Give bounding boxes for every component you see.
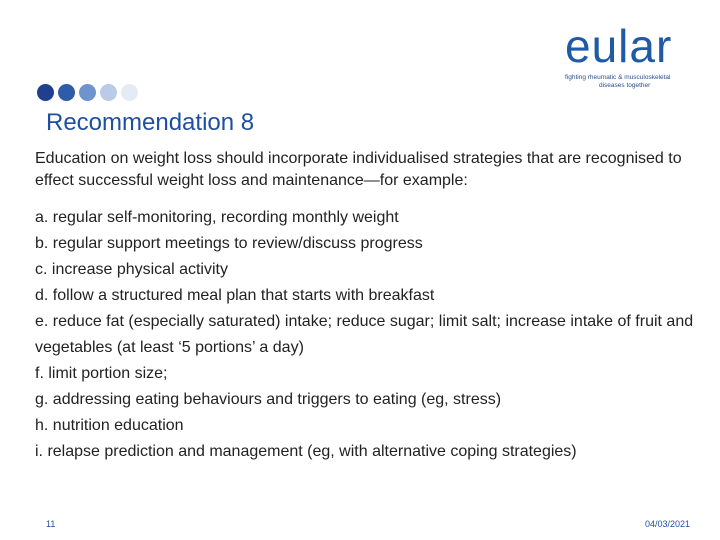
strategy-list xyxy=(35,205,695,465)
eular-logo xyxy=(565,22,695,90)
list-item: c. increase physical activity xyxy=(35,261,228,278)
dot-5 xyxy=(121,84,138,101)
slide-title: Recommendation 8 xyxy=(46,109,255,136)
page-number: 11 xyxy=(46,519,56,529)
logo-tagline-line-1: fighting rheumatic & musculoskeletal xyxy=(565,74,671,81)
intro-paragraph: Education on weight loss should incorporate individualised strategies that are recognised to effect successful weight loss and maintenance—for example: xyxy=(35,150,682,189)
list-item: a. regular self-monitoring, recording monthly weight xyxy=(35,209,399,226)
logo-tagline-line-2: diseases together xyxy=(599,82,651,89)
dot-4 xyxy=(100,84,117,101)
list-item: g. addressing eating behaviours and triggers to eating (eg, stress) xyxy=(35,391,502,408)
dot-1 xyxy=(37,84,54,101)
list-item: i. relapse prediction and management (eg, with alternative coping strategies) xyxy=(35,443,577,460)
dot-3 xyxy=(79,84,96,101)
list-item: f. limit portion size; xyxy=(35,365,168,382)
list-item: h. nutrition education xyxy=(35,417,184,434)
logo-wordmark: eular xyxy=(565,20,673,72)
dot-2 xyxy=(58,84,75,101)
list-item: d. follow a structured meal plan that starts with breakfast xyxy=(35,287,435,304)
decorative-dots xyxy=(37,84,138,101)
list-item: e. reduce fat (especially saturated) intake; reduce sugar; limit salt; increase intake of fruit and vegetables (at least ‘5 portions’ a day) xyxy=(35,313,694,356)
list-item: b. regular support meetings to review/discuss progress xyxy=(35,235,423,252)
logo-tagline xyxy=(565,74,695,90)
slide-date: 04/03/2021 xyxy=(644,519,690,529)
